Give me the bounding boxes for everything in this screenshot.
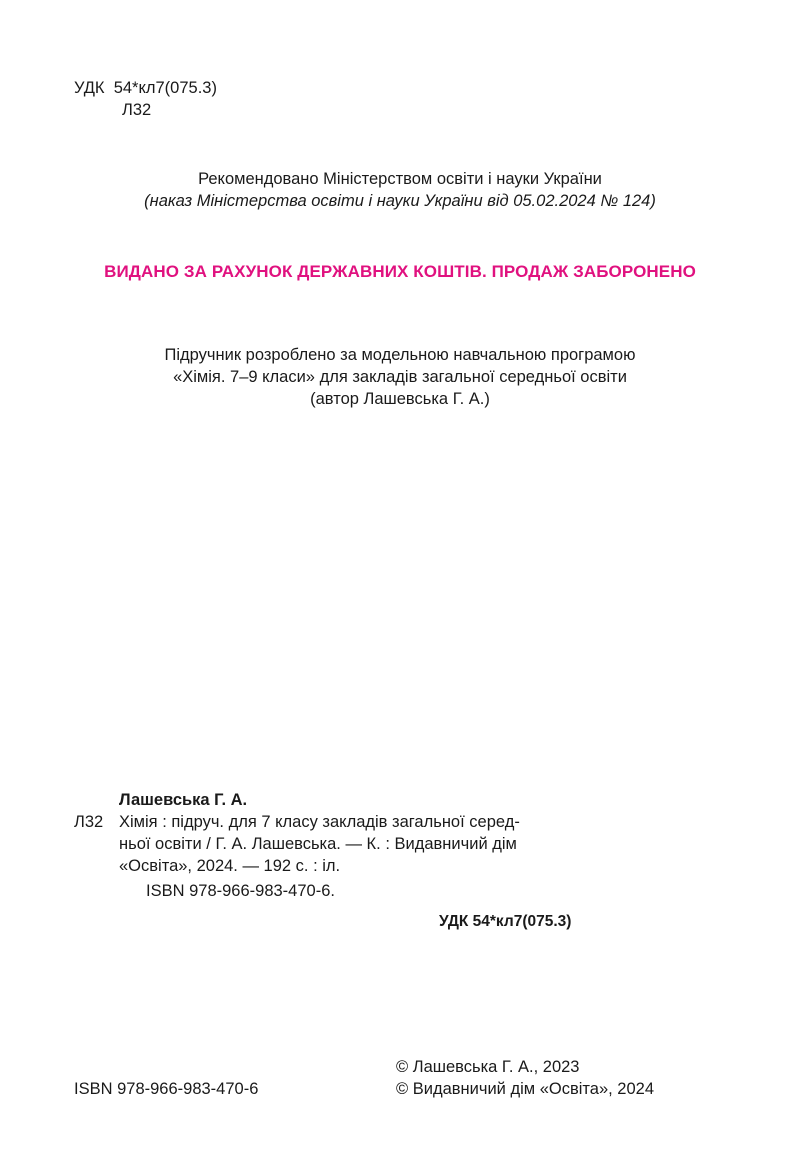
catalog-author: Лашевська Г. А.	[119, 791, 248, 809]
catalog-entry	[74, 811, 614, 877]
catalog-desc-line: «Освіта», 2024. — 192 с. : іл.	[119, 857, 341, 875]
program-note-line: Підручник розроблено за модельною навчальною програмою	[164, 346, 636, 364]
program-note-line: (автор Лашевська Г. А.)	[310, 390, 490, 408]
catalog-entry-code: Л32	[74, 813, 104, 831]
udk-label: УДК	[74, 79, 105, 97]
copyright-block	[396, 1056, 654, 1100]
udk-header	[74, 77, 217, 121]
copyright-line: © Видавничий дім «Освіта», 2024	[396, 1080, 654, 1098]
catalog-card	[74, 789, 614, 902]
program-note-line: «Хімія. 7–9 класи» для закладів загальної середньої освіти	[173, 368, 627, 386]
udk-code: 54*кл7(075.3)	[113, 79, 217, 97]
isbn-footer: ISBN 978-966-983-470-6	[74, 1080, 259, 1098]
recommendation-block	[0, 168, 800, 212]
udk-line	[74, 77, 217, 99]
catalog-code: Л32	[122, 101, 152, 119]
copyright-line: © Лашевська Г. А., 2023	[396, 1058, 580, 1076]
recommendation-line: Рекомендовано Міністерством освіти і науки України	[198, 170, 602, 188]
catalog-isbn: ISBN 978-966-983-470-6.	[146, 882, 335, 900]
program-note	[0, 344, 800, 410]
catalog-description	[119, 811, 602, 877]
catalog-desc-line: Хімія : підруч. для 7 класу закладів загальної серед-	[119, 813, 520, 831]
recommendation-order: (наказ Міністерства освіти і науки України від 05.02.2024 № 124)	[144, 192, 656, 210]
catalog-desc-line: ньої освіти / Г. А. Лашевська. — К. : Видавничий дім	[119, 835, 517, 853]
catalog-udk: УДК 54*кл7(075.3)	[439, 913, 572, 930]
state-funded-banner: ВИДАНО ЗА РАХУНОК ДЕРЖАВНИХ КОШТІВ. ПРОДАЖ ЗАБОРОНЕНО	[104, 262, 696, 281]
